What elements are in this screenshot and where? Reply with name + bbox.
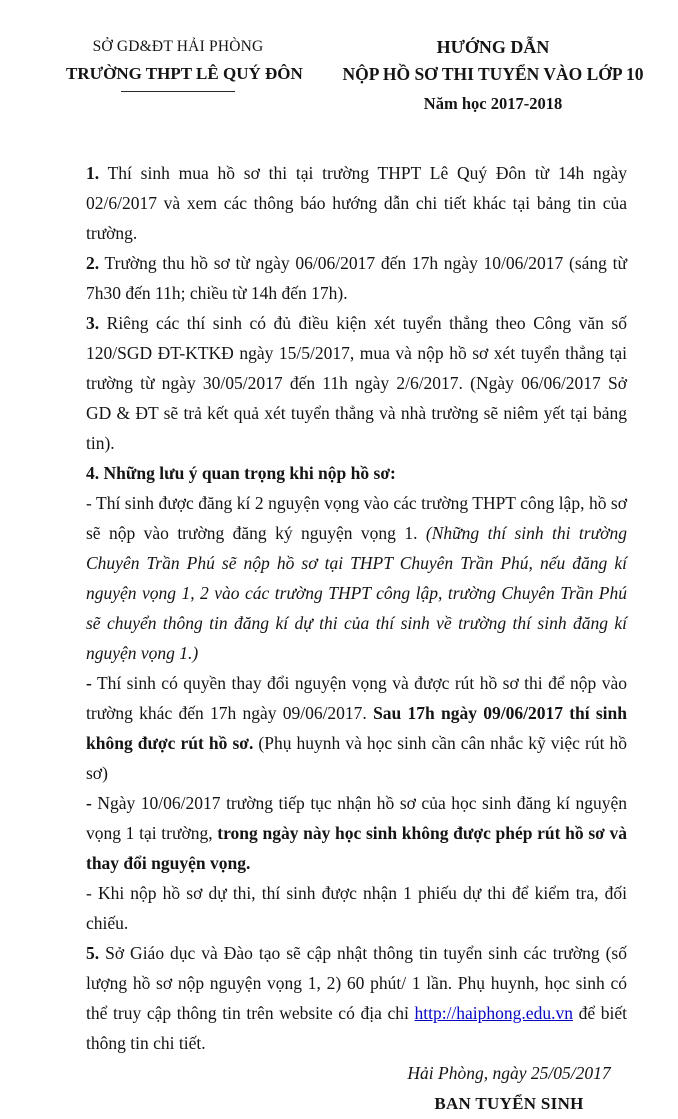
document-body: [86, 158, 627, 1058]
text-segment: (Những thí sinh thi trường Chuyên Trần Phú sẽ nộp hồ sơ tại THPT Chuyên Trần Phú, nếu đăng kí nguyện vọng 1, 2 vào các trường THPT công lập, trường Chuyên Trần Phú sẽ chuyển thông tin đăng kí dự thi của thí sinh về trường thí sinh đăng kí nguyện vọng 1.): [86, 523, 627, 663]
text-segment: (Phụ huynh và học sinh cần cân nhắc kỹ việc rút hồ sơ): [86, 733, 628, 783]
text-segment: trong ngày này học sinh không được phép rút hồ sơ và thay đổi nguyện vọng.: [86, 823, 628, 873]
website-link[interactable]: http://haiphong.edu.vn: [414, 1003, 573, 1023]
doc-paragraph: [86, 308, 627, 458]
text-segment: -: [86, 673, 92, 693]
text-segment: 3.: [86, 313, 100, 333]
doc-paragraph: [86, 878, 627, 938]
text-segment: -: [86, 793, 92, 813]
text-segment: - Khi nộp hồ sơ dự thi, thí sinh được nhận 1 phiếu dự thi để kiểm tra, đối chiếu.: [86, 883, 627, 933]
doc-paragraph: [86, 158, 627, 248]
doc-paragraph: [86, 668, 627, 788]
document-title-line1: HƯỚNG DẪN: [436, 37, 550, 57]
text-segment: - Thí sinh được đăng kí 2 nguyện vọng vào các trường THPT công lập, hồ sơ sẽ nộp vào trường đăng ký nguyện vọng 1.: [86, 493, 627, 543]
text-segment: Thí sinh có quyền thay đổi nguyện vọng và được rút hồ sơ thi để nộp vào trường khác đến 17h ngày 09/06/2017.: [86, 673, 627, 723]
school-name: TRƯỜNG THPT LÊ QUÝ ĐÔN: [66, 64, 303, 83]
text-segment: 2.: [86, 253, 100, 273]
doc-paragraph: [86, 788, 627, 878]
issuing-authority-block: [66, 34, 303, 118]
document-header: [0, 0, 678, 118]
signature-committee: BAN TUYỂN SINH: [434, 1094, 584, 1113]
text-segment: Sở Giáo dục và Đào tạo sẽ cập nhật thông tin tuyển sinh các trường (số lượng hồ sơ nộp nguyện vọng 1, 2) 60 phút/ 1 lần. Phụ huynh, học sinh có thể truy cập thông tin trên website có địa chỉ: [86, 943, 627, 1023]
text-segment: Sau 17h ngày 09/06/2017 thí sinh không được rút hồ sơ.: [86, 703, 627, 753]
signature-block: [384, 1058, 634, 1119]
signature-place-date: Hải Phòng, ngày 25/05/2017: [407, 1063, 611, 1083]
document-title-block: [328, 34, 658, 118]
doc-paragraph: [86, 488, 627, 668]
doc-paragraph: [86, 458, 627, 488]
document-title-line2: NỘP HỒ SƠ THI TUYỂN VÀO LỚP 10: [342, 64, 644, 84]
text-segment: 4. Những lưu ý quan trọng khi nộp hồ sơ:: [86, 463, 396, 483]
department-name: SỞ GD&ĐT HẢI PHÒNG: [92, 38, 264, 55]
text-segment: 5.: [86, 943, 100, 963]
text-segment: Riêng các thí sinh có đủ điều kiện xét tuyển thẳng theo Công văn số 120/SGD ĐT-KTKĐ ngày 15/5/2017, mua và nộp hồ sơ xét tuyển thẳng tại trường từ ngày 30/05/2017 đến 11h ngày 2/6/2017. (Ngày 06/06/2017 Sở GD & ĐT sẽ trả kết quả xét tuyển thẳng và nhà trường sẽ niêm yết tại bảng tin).: [86, 313, 627, 453]
doc-paragraph: [86, 938, 627, 1058]
doc-paragraph: [86, 248, 627, 308]
header-underline-divider: [121, 91, 235, 92]
text-segment: 1.: [86, 163, 100, 183]
text-segment: Trường thu hồ sơ từ ngày 06/06/2017 đến 17h ngày 10/06/2017 (sáng từ 7h30 đến 11h; chiều từ 14h đến 17h).: [86, 253, 627, 303]
document-title-line3: Năm học 2017-2018: [423, 94, 563, 113]
text-segment: Ngày 10/06/2017 trường tiếp tục nhận hồ sơ của học sinh đăng kí nguyện vọng 1 tại trường,: [86, 793, 627, 843]
text-segment: Thí sinh mua hồ sơ thi tại trường THPT Lê Quý Đôn từ 14h ngày 02/6/2017 và xem các thông báo hướng dẫn chi tiết khác tại bảng tin của trường.: [86, 163, 627, 243]
text-segment: để biết thông tin chi tiết.: [86, 1003, 627, 1053]
